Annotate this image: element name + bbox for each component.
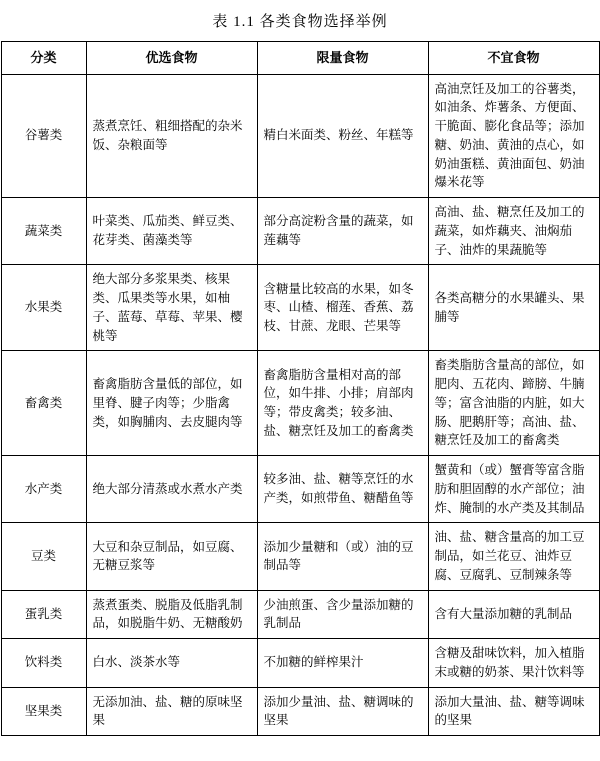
table-row [1,74,599,198]
cell-category: 畜禽类 [1,351,86,456]
table-body [1,74,599,736]
table-row [1,351,599,456]
cell-limited: 部分高淀粉含量的蔬菜，如莲藕等 [257,198,428,265]
cell-avoid: 添加大量油、盐、糖等调味的坚果 [428,687,599,736]
column-header-preferred: 优选食物 [86,42,257,75]
table-row [1,265,599,351]
cell-avoid: 畜类脂肪含量高的部位，如肥肉、五花肉、蹄膀、牛腩等；富含油脂的内脏，如大肠、肥鹅肝等；高油、盐、糖烹饪及加工的畜禽类 [428,351,599,456]
table-row [1,687,599,736]
table-row [1,523,599,590]
table-row [1,639,599,688]
column-header-limited: 限量食物 [257,42,428,75]
cell-category: 水果类 [1,265,86,351]
cell-limited: 添加少量油、盐、糖调味的坚果 [257,687,428,736]
cell-preferred: 无添加油、盐、糖的原味坚果 [86,687,257,736]
cell-category: 蛋乳类 [1,590,86,639]
cell-avoid: 油、盐、糖含量高的加工豆制品，如兰花豆、油炸豆腐、豆腐乳、豆制辣条等 [428,523,599,590]
cell-category: 饮料类 [1,639,86,688]
cell-limited: 精白米面类、粉丝、年糕等 [257,74,428,198]
table-title: 表 1.1 各类食物选择举例 [212,14,388,30]
cell-category: 坚果类 [1,687,86,736]
cell-avoid: 高油烹饪及加工的谷薯类，如油条、炸薯条、方便面、干脆面、膨化食品等；添加糖、奶油、黄油的点心，如奶油蛋糕、黄油面包、奶油爆米花等 [428,74,599,198]
column-header-category: 分类 [1,42,86,75]
cell-preferred: 大豆和杂豆制品，如豆腐、无糖豆浆等 [86,523,257,590]
table-row [1,456,599,523]
cell-category: 蔬菜类 [1,198,86,265]
cell-preferred: 叶菜类、瓜茄类、鲜豆类、花芽类、菌藻类等 [86,198,257,265]
cell-category: 谷薯类 [1,74,86,198]
cell-avoid: 各类高糖分的水果罐头、果脯等 [428,265,599,351]
cell-preferred: 绝大部分多浆果类、核果类、瓜果类等水果，如柚子、蓝莓、草莓、苹果、樱桃等 [86,265,257,351]
cell-limited: 较多油、盐、糖等烹饪的水产类，如煎带鱼、糖醋鱼等 [257,456,428,523]
food-selection-table [1,41,600,736]
cell-avoid: 含有大量添加糖的乳制品 [428,590,599,639]
cell-limited: 添加少量糖和（或）油的豆制品等 [257,523,428,590]
cell-preferred: 畜禽脂肪含量低的部位，如里脊、腱子肉等；少脂禽类，如胸脯肉、去皮腿肉等 [86,351,257,456]
cell-avoid: 高油、盐、糖烹任及加工的蔬菜，如炸藕夹、油焖茄子、油炸的果蔬脆等 [428,198,599,265]
cell-preferred: 蒸煮烹饪、粗细搭配的杂米饭、杂粮面等 [86,74,257,198]
table-row [1,198,599,265]
cell-avoid: 蟹黄和（或）蟹膏等富含脂肪和胆固醇的水产部位；油炸、腌制的水产类及其制品 [428,456,599,523]
table-header [1,42,599,75]
cell-category: 豆类 [1,523,86,590]
cell-avoid: 含糖及甜味饮料，加入植脂末或糖的奶茶、果汁饮料等 [428,639,599,688]
cell-limited: 含糖量比较高的水果，如冬枣、山楂、榴莲、香蕉、荔枝、甘蔗、龙眼、芒果等 [257,265,428,351]
cell-limited: 少油煎蛋、含少量添加糖的乳制品 [257,590,428,639]
table-row [1,590,599,639]
cell-preferred: 蒸煮蛋类、脱脂及低脂乳制品，如脱脂牛奶、无糖酸奶 [86,590,257,639]
cell-category: 水产类 [1,456,86,523]
table-header-row [1,42,599,75]
cell-limited: 不加糖的鲜榨果汁 [257,639,428,688]
column-header-avoid: 不宜食物 [428,42,599,75]
cell-preferred: 白水、淡茶水等 [86,639,257,688]
cell-limited: 畜禽脂肪含量相对高的部位，如牛排、小排；肩部肉等；带皮禽类；较多油、盐、糖烹饪及加工的畜禽类 [257,351,428,456]
cell-preferred: 绝大部分清蒸或水煮水产类 [86,456,257,523]
